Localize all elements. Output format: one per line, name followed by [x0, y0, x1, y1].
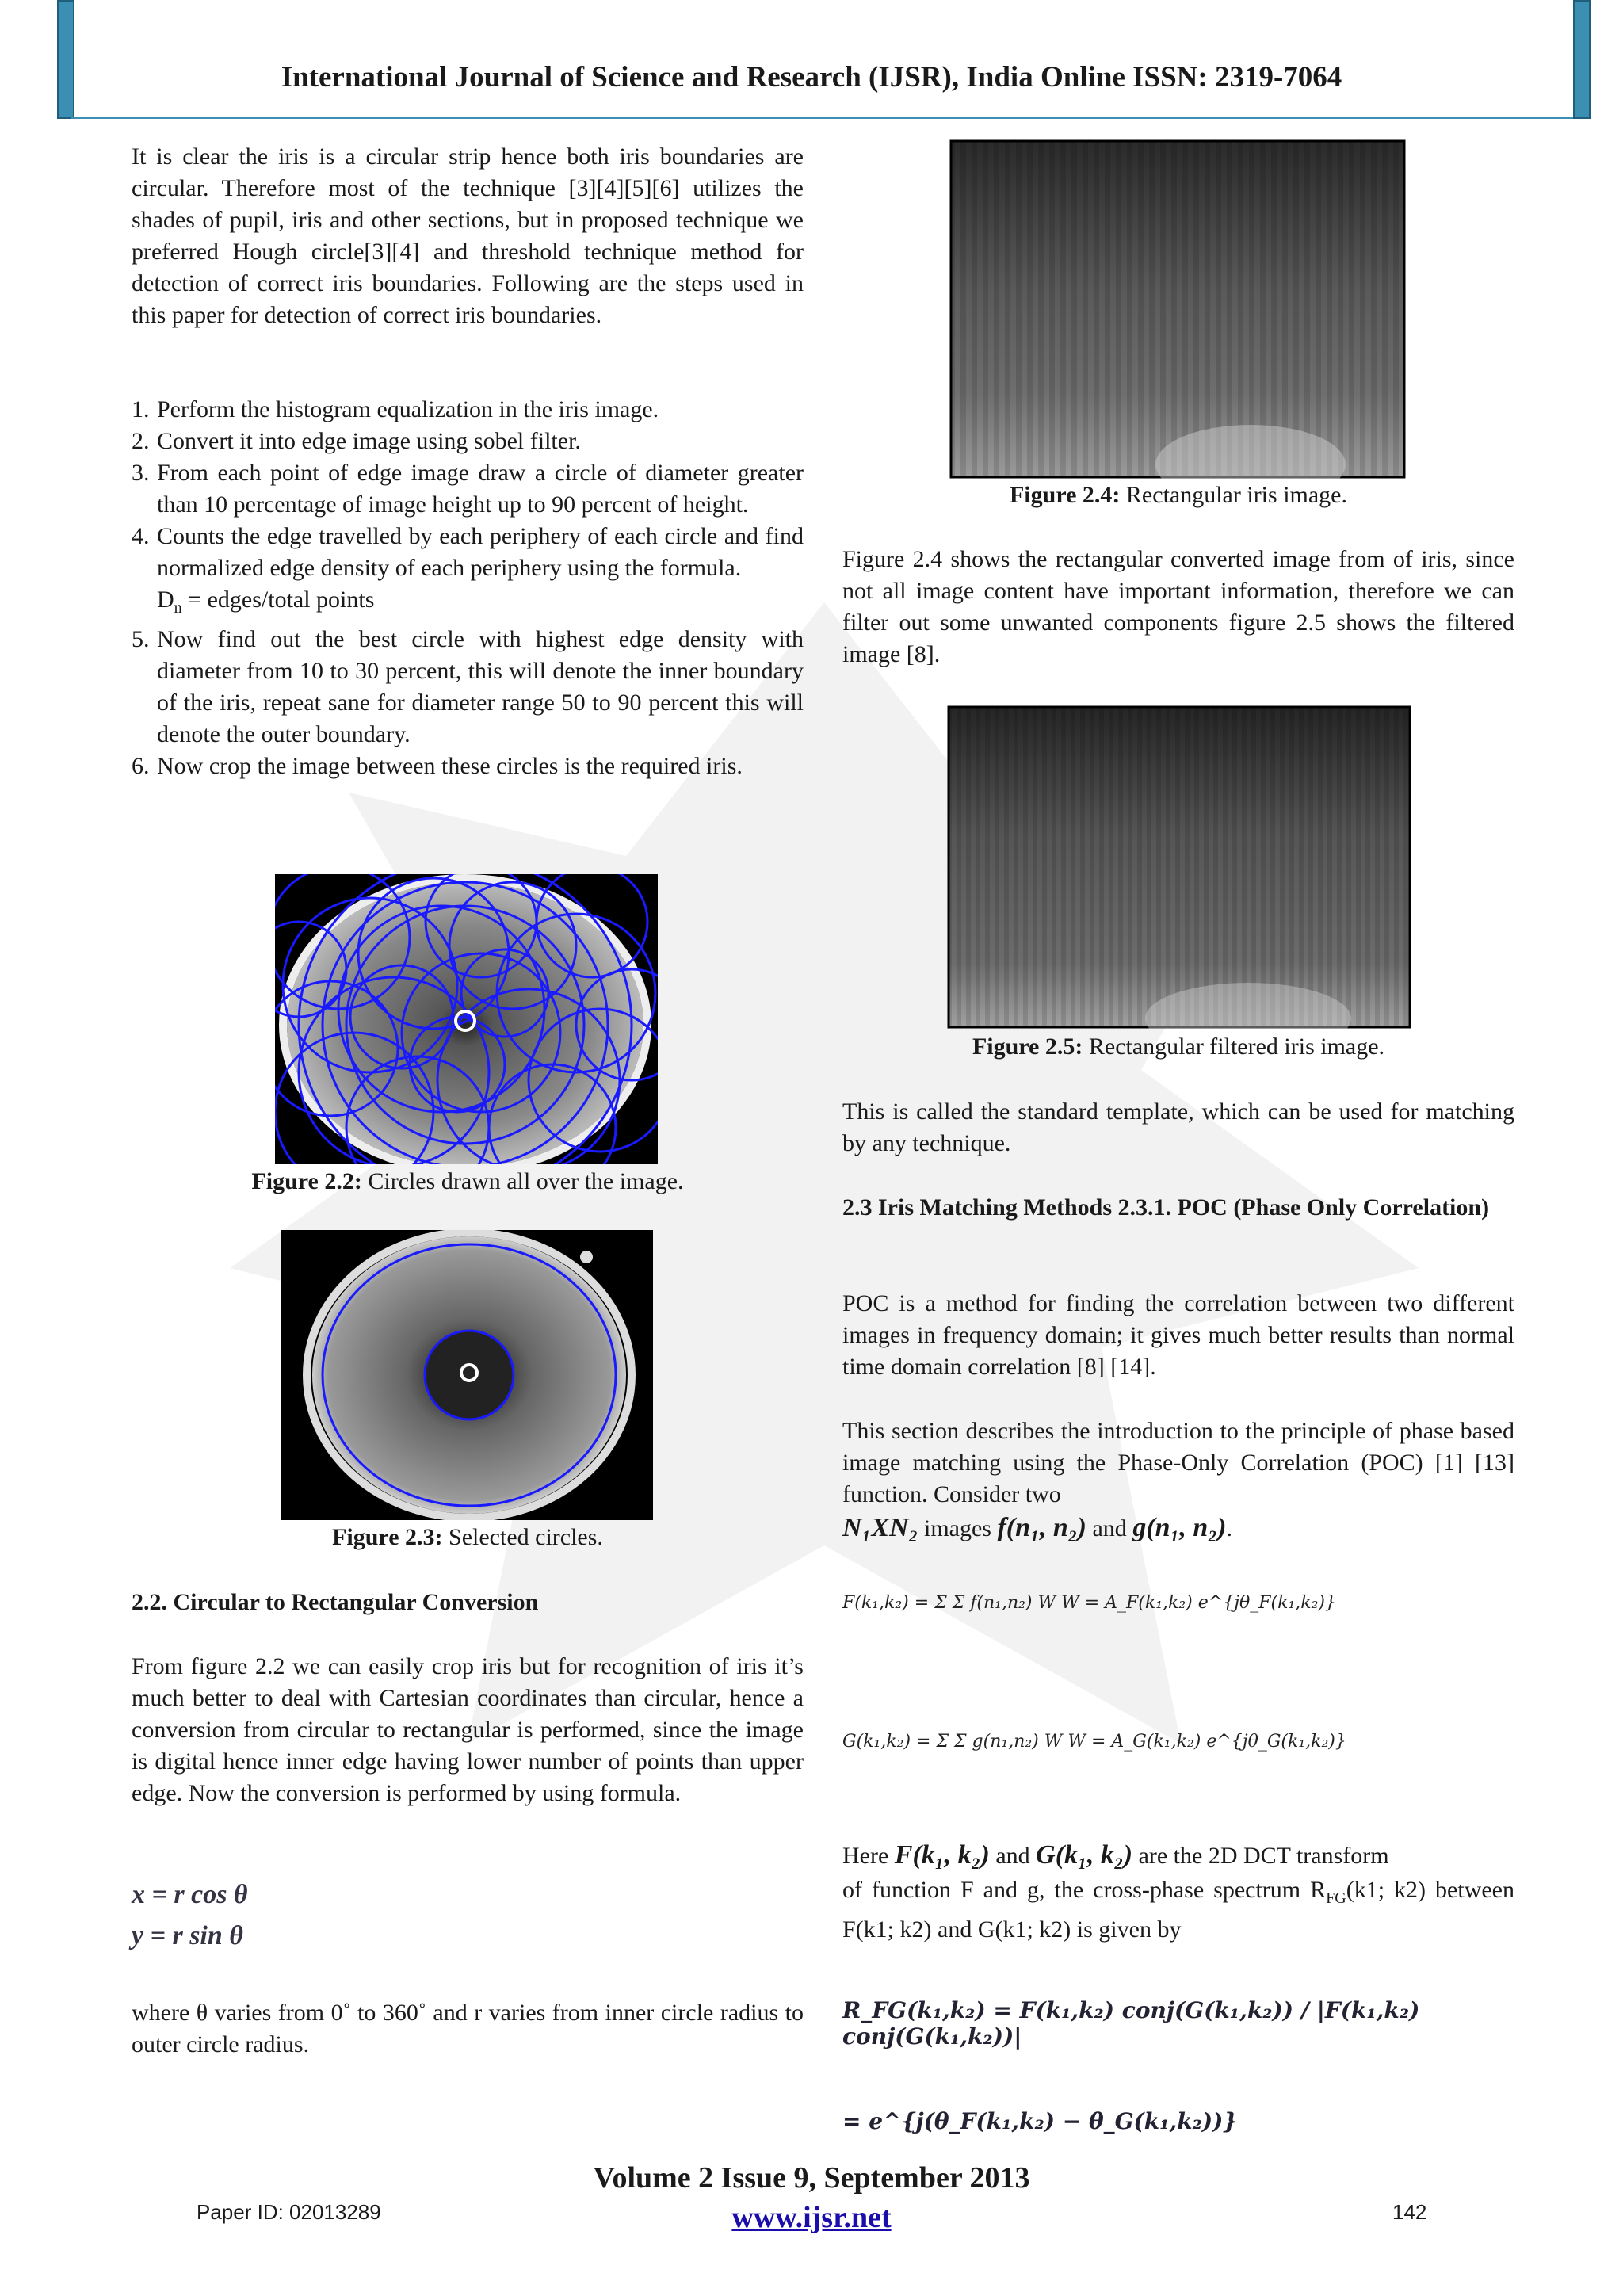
section-2-3-heading: 2.3 Iris Matching Methods 2.3.1. POC (Phase Only Correlation)	[842, 1194, 1490, 1221]
conversion-paragraph-block	[132, 1651, 804, 1809]
step-item: 1. Perform the histogram equalization in the iris image.	[132, 396, 659, 422]
here-paragraph: of function F and g, the cross-phase spectrum $R_{FG}(k1$; k2) between F(k1; k2) and G(k1; k2) is given by	[842, 1877, 1515, 1943]
here-paragraph-block	[842, 1837, 1514, 1946]
section-2-2-heading: 2.2. Circular to Rectangular Conversion	[132, 1589, 539, 1615]
figure-2-3-image	[281, 1230, 653, 1520]
conversion-paragraph: From figure 2.2 we can easily crop iris but for recognition of iris it’s much better to deal with Cartesian coordinates than circular, hence a conversion from circular to rectangular is performed, since the image is digital hence inner edge having lower number of points than upper edge. Now the conversion is performed by using formula.	[132, 1653, 804, 1806]
figure-2-4-caption: Figure 2.4: Rectangular iris image.	[1009, 482, 1347, 508]
equation-R: R_FG(k₁,k₂) = F(k₁,k₂) conj(G(k₁,k₂)) / |F(k₁,k₂) conj(G(k₁,k₂))|	[842, 1997, 1420, 2050]
header-left-bar	[57, 0, 74, 119]
equation-G: G(k₁,k₂) = Σ Σ g(n₁,n₂) W W = A_G(k₁,k₂) e^{jθ_G(k₁,k₂)}	[842, 1732, 1346, 1752]
where-paragraph: where θ varies from 0˚ to 360˚ and r varies from inner circle radius to outer circle radius.	[132, 2000, 804, 2057]
header-divider	[71, 117, 1573, 119]
equation-y: y = r sin θ	[132, 1921, 243, 1950]
template-paragraph: This is called the standard template, which can be used for matching by any technique.	[842, 1098, 1514, 1156]
principle-paragraph-block	[842, 1415, 1514, 1546]
footer-volume: Volume 2 Issue 9, September 2013	[593, 2161, 1030, 2195]
footer-page-number: 142	[1392, 2200, 1427, 2224]
polar-equations	[132, 1874, 248, 1957]
steps-list	[132, 394, 804, 782]
equation-x: x = r cos θ	[132, 1880, 248, 1909]
intro-paragraph: It is clear the iris is a circular strip hence both iris boundaries are circular. Therefore most of the technique [3][4][5][6] utilizes the shades of pupil, iris and other sections, but in proposed technique we preferred Hough circle[3][4] and threshold technique method for detection of correct iris boundaries. Following are the steps used in this paper for detection of correct iris boundaries.	[132, 143, 804, 328]
here-line: Here F(k₁, k₂) and G(k₁, k₂) are the 2D DCT transform	[842, 1840, 1389, 1870]
step-item: 5. Now find out the best circle with highest edge density with diameter from 10 to 30 percent, this will denote the inner boundary of the iris, repeat sane for diameter range 50 to 90 percent this will denote the outer boundary.	[132, 626, 804, 747]
figure-2-2-caption: Figure 2.2: Circles drawn all over the image.	[251, 1168, 684, 1194]
journal-title: International Journal of Science and Research (IJSR), India Online ISSN: 2319-7064	[281, 61, 1342, 94]
poc-paragraph-block	[842, 1288, 1514, 1383]
footer-paper-id: Paper ID: 02013289	[197, 2200, 381, 2224]
step-item: 6. Now crop the image between these circles is the required iris.	[132, 753, 743, 779]
figure-2-5-image	[947, 705, 1411, 1029]
steps-list-block	[132, 394, 804, 782]
intro-paragraph-block	[132, 141, 804, 331]
poc-paragraph: POC is a method for finding the correlation between two different images in frequency domain; it gives much better results than normal time domain correlation [8] [14].	[842, 1290, 1514, 1380]
step-item: 3. From each point of edge image draw a circle of diameter greater than 10 percentage of image height up to 90 percent of height.	[132, 460, 804, 518]
where-paragraph-block	[132, 1997, 804, 2061]
images-line: N₁XN₂ images f(n₁, n₂) and g(n₁, n₂).	[842, 1513, 1232, 1542]
equation-R-exp: = e^{j(θ_F(k₁,k₂) − θ_G(k₁,k₂))}	[842, 2108, 1238, 2134]
header-right-bar	[1573, 0, 1591, 119]
step-item: 2. Convert it into edge image using sobel filter.	[132, 428, 581, 454]
footer-url-link[interactable]: www.ijsr.net	[731, 2201, 892, 2234]
figure-2-2-image	[275, 874, 658, 1164]
equation-F: F(k₁,k₂) = Σ Σ f(n₁,n₂) W W = A_F(k₁,k₂) e^{jθ_F(k₁,k₂)}	[842, 1593, 1336, 1613]
principle-paragraph: This section describes the introduction to the principle of phase based image matching using the Phase-Only Correlation (POC) [1] [13] function. Consider two	[842, 1418, 1514, 1507]
figure-2-3-caption: Figure 2.3: Selected circles.	[332, 1524, 603, 1550]
edge-density-formula: $D_n$ = edges/total points	[157, 586, 375, 617]
template-paragraph-block	[842, 1096, 1514, 1159]
figure-2-5-caption: Figure 2.5: Rectangular filtered iris image.	[972, 1033, 1385, 1060]
fig24-paragraph: Figure 2.4 shows the rectangular converted image from of iris, since not all image content have important information, therefore we can filter out some unwanted components figure 2.5 shows the filtered image [8].	[842, 546, 1514, 667]
figure-2-4-image	[949, 139, 1406, 479]
step-item: 4. Counts the edge travelled by each periphery of each circle and find normalized edge density of each periphery using the formula. $D_n$ = edges/total points	[132, 521, 804, 624]
fig24-paragraph-block	[842, 544, 1514, 670]
